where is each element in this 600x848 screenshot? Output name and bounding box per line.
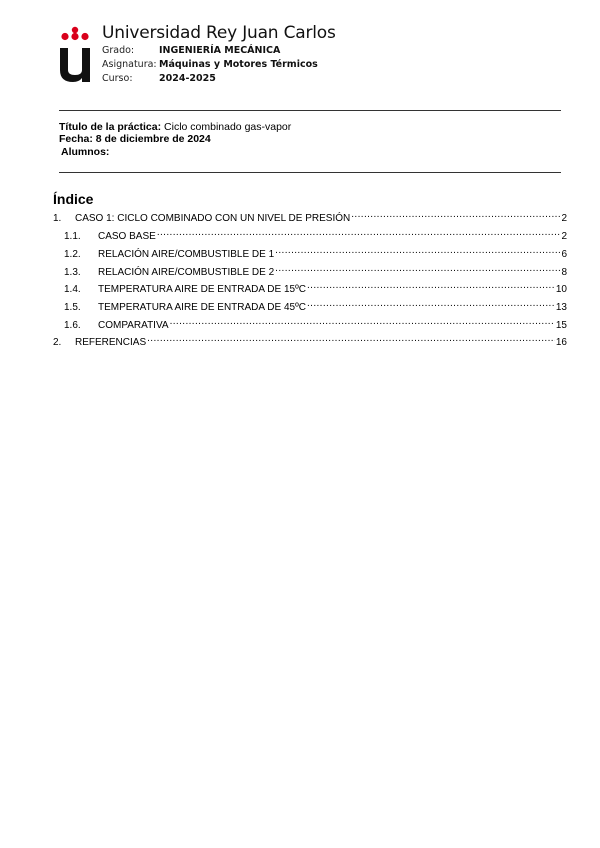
curso-label: Curso:	[102, 73, 133, 84]
university-name: Universidad Rey Juan Carlos	[102, 23, 336, 43]
grado-value: INGENIERÍA MECÁNICA	[159, 45, 281, 56]
toc-entry-number: 1.2.	[64, 249, 81, 260]
toc-entry-title: RELACIÓN AIRE/COMBUSTIBLE DE 2	[98, 267, 275, 278]
asignatura-label: Asignatura:	[102, 59, 157, 70]
toc-entry[interactable]	[64, 298, 567, 314]
toc-leader-dots	[275, 263, 560, 275]
toc-entry-page: 2	[561, 231, 567, 242]
toc-entry[interactable]	[64, 316, 567, 332]
toc-entry[interactable]	[64, 263, 567, 279]
header-divider	[59, 110, 561, 111]
toc-entry-title: TEMPERATURA AIRE DE ENTRADA DE 15ºC	[98, 284, 306, 295]
info-divider	[59, 172, 561, 173]
asignatura-value: Máquinas y Motores Térmicos	[159, 59, 318, 70]
toc-entry-page: 6	[561, 249, 567, 260]
toc-entry[interactable]	[64, 227, 567, 243]
toc-entry-page: 15	[555, 320, 567, 331]
toc-entry[interactable]	[64, 245, 567, 261]
curso-row	[102, 71, 216, 86]
grado-row	[102, 43, 280, 58]
fecha-row	[59, 133, 211, 145]
toc-entry-page: 16	[555, 337, 567, 348]
toc-entry[interactable]	[64, 280, 567, 296]
toc-entry-number: 2.	[53, 337, 62, 348]
toc-entry-title: RELACIÓN AIRE/COMBUSTIBLE DE 1	[98, 249, 275, 260]
toc-entry-title: COMPARATIVA	[98, 320, 169, 331]
grado-label: Grado:	[102, 45, 135, 56]
curso-value: 2024-2025	[159, 73, 216, 84]
fecha-text: Fecha: 8 de diciembre de 2024	[59, 133, 211, 145]
toc-entry-title: TEMPERATURA AIRE DE ENTRADA DE 45ºC	[98, 302, 306, 313]
toc-entry[interactable]	[53, 333, 567, 349]
toc-leader-dots	[170, 316, 555, 328]
toc-entry-page: 10	[555, 284, 567, 295]
toc-entry-page: 13	[555, 302, 567, 313]
titulo-value: Ciclo combinado gas-vapor	[161, 121, 292, 133]
toc-entry-number: 1.6.	[64, 320, 81, 331]
toc-entry-number: 1.4.	[64, 284, 81, 295]
toc-entry-number: 1.3.	[64, 267, 81, 278]
toc-entry-number: 1.5.	[64, 302, 81, 313]
alumnos-row	[61, 146, 109, 158]
toc-entry-title: CASO 1: CICLO COMBINADO CON UN NIVEL DE PRESIÓN	[75, 213, 351, 224]
index-title: Índice	[53, 191, 94, 207]
toc-leader-dots	[275, 245, 560, 257]
toc-entry[interactable]	[53, 209, 567, 225]
alumnos-label: Alumnos:	[61, 146, 110, 158]
toc-leader-dots	[307, 298, 555, 310]
toc-leader-dots	[157, 227, 561, 239]
toc-leader-dots	[307, 280, 555, 292]
toc-entry-page: 8	[561, 267, 567, 278]
toc-entry-page: 2	[561, 213, 567, 224]
titulo-label: Título de la práctica:	[59, 121, 162, 133]
toc-leader-dots	[351, 209, 560, 221]
toc-entry-title: REFERENCIAS	[75, 337, 147, 348]
toc-leader-dots	[147, 333, 555, 345]
titulo-row	[59, 121, 291, 133]
toc-entry-number: 1.1.	[64, 231, 81, 242]
toc-entry-title: CASO BASE	[98, 231, 156, 242]
toc-entry-number: 1.	[53, 213, 62, 224]
urjc-logo-icon	[59, 26, 91, 82]
asignatura-row	[102, 57, 318, 72]
